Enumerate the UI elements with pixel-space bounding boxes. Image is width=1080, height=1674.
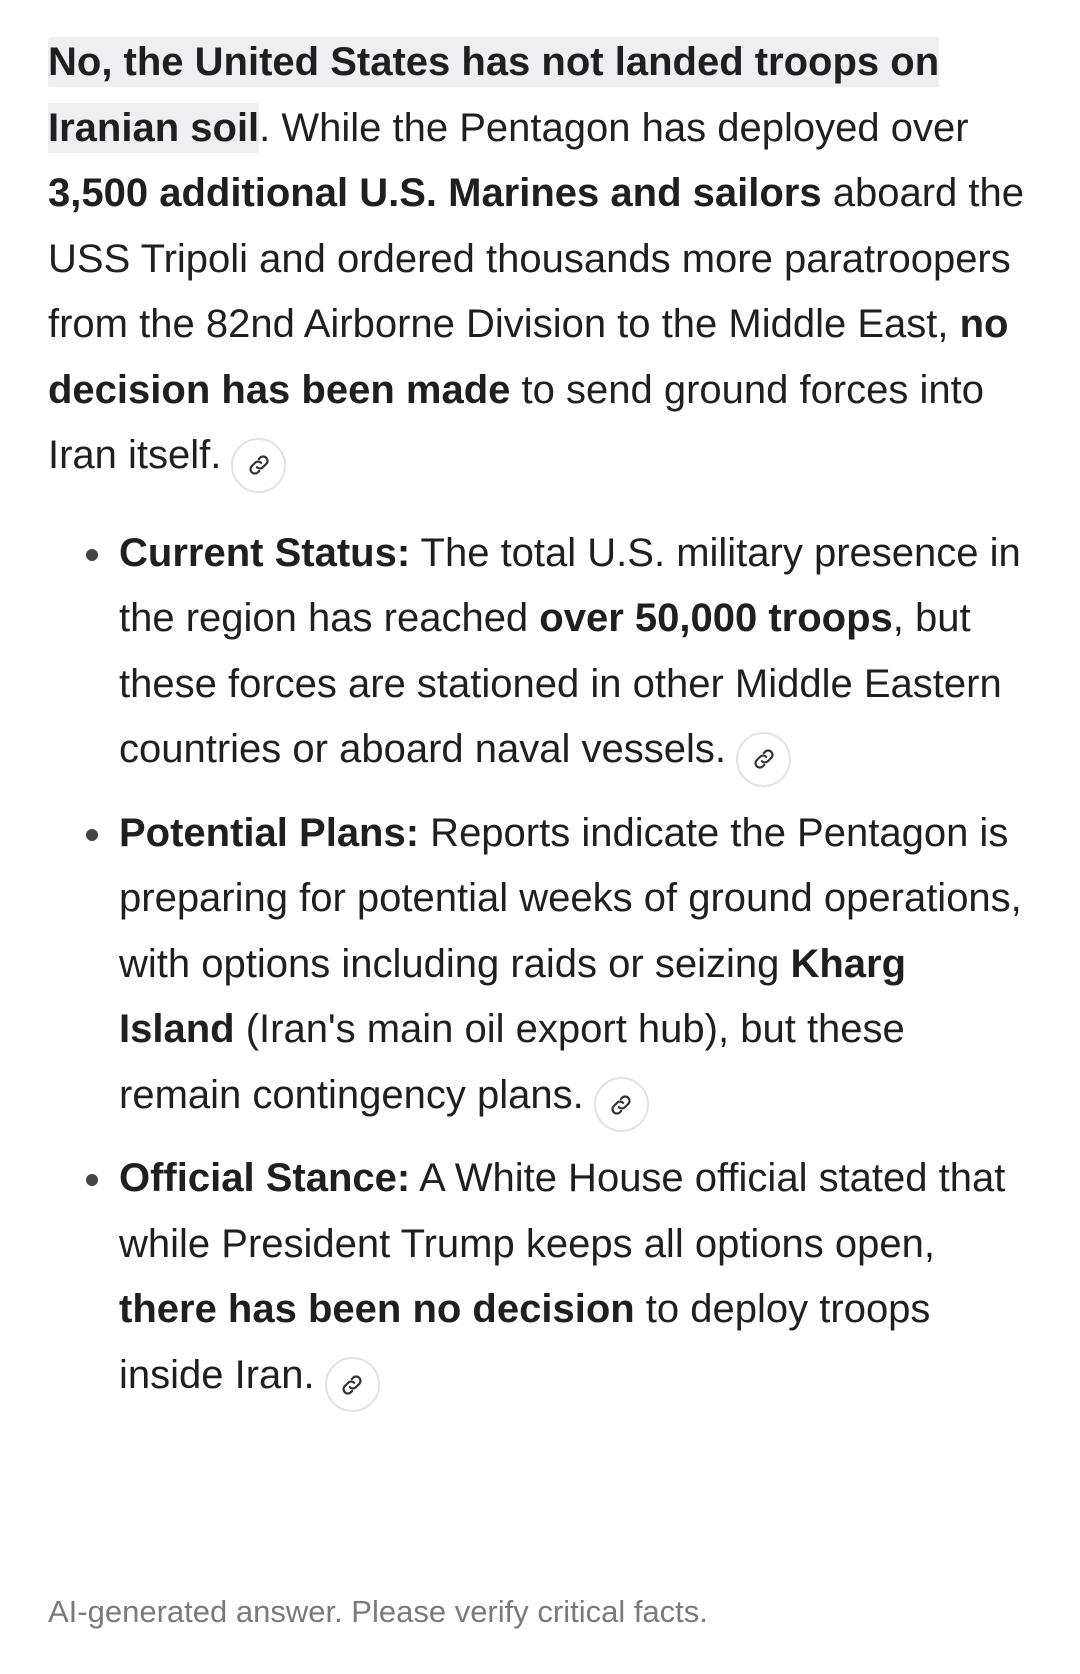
- ai-disclaimer: AI-generated answer. Please verify critical facts.: [48, 1594, 708, 1629]
- bullet-text-2: to deploy troops inside Iran.: [119, 1287, 931, 1397]
- bullet-dot: [86, 1174, 98, 1186]
- bullet-text-1: Reports indicate the Pentagon is preparing for potential weeks of ground operations, with options including raids or seizing: [119, 810, 1022, 986]
- answer-intro-paragraph: [48, 30, 1028, 493]
- intro-bold-2: no decision has been made: [48, 302, 1009, 412]
- bullet-dot: [86, 549, 98, 561]
- bullet-bold: Kharg Island: [119, 941, 907, 1051]
- link-icon: [608, 1092, 634, 1118]
- bullet-dot: [86, 829, 98, 841]
- link-icon: [246, 452, 272, 478]
- citation-link-button[interactable]: [736, 732, 791, 787]
- intro-text-1: . While the Pentagon has deployed over: [259, 105, 969, 150]
- bullet-bold: over 50,000 troops: [539, 596, 893, 640]
- answer-headline-highlight: No, the United States has not landed troops on Iranian soil: [48, 37, 939, 153]
- bullet-text-2: , but these forces are stationed in other Middle Eastern countries or aboard naval vessels.: [119, 596, 1002, 771]
- bullet-label: Potential Plans:: [119, 810, 420, 855]
- ai-answer: [48, 30, 1028, 1426]
- bullet-text-1: A White House official stated that while President Trump keeps all options open,: [119, 1156, 1006, 1266]
- bullet-text-2: (Iran's main oil export hub), but these remain contingency plans.: [119, 1007, 905, 1117]
- bullet-text-1: The total U.S. military presence in the region has reached: [119, 530, 1021, 640]
- bullet-bold: there has been no decision: [119, 1287, 635, 1331]
- bullet-label: Current Status:: [119, 530, 411, 575]
- answer-bullet-list: [48, 521, 1028, 1413]
- intro-bold-1: 3,500 additional U.S. Marines and sailors: [48, 171, 822, 215]
- list-item-official-stance: [48, 1146, 1028, 1412]
- intro-text-3: to send ground forces into Iran itself.: [48, 367, 985, 477]
- citation-link-button[interactable]: [325, 1357, 380, 1412]
- list-item-current-status: [48, 521, 1028, 787]
- list-item-potential-plans: [48, 801, 1028, 1133]
- link-icon: [751, 746, 777, 772]
- intro-text-2: aboard the USS Tripoli and ordered thousands more paratroopers from the 82nd Airborne Division to the Middle East,: [48, 171, 1024, 346]
- bullet-label: Official Stance:: [119, 1156, 411, 1200]
- citation-link-button[interactable]: [594, 1077, 649, 1132]
- link-icon: [339, 1372, 365, 1398]
- citation-link-button[interactable]: [231, 438, 286, 493]
